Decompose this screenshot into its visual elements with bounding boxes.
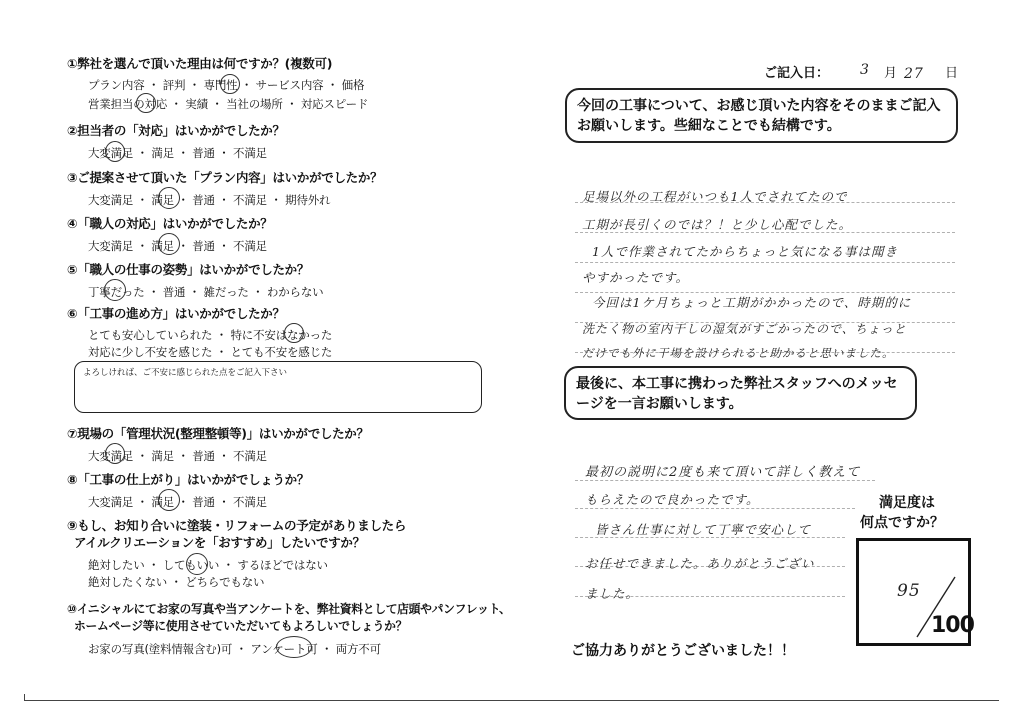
date-month-unit: 月: [884, 66, 898, 81]
question-1-options-line2: 営業担当の対応 ・ 実績 ・ 当社の場所 ・ 対応スピード: [88, 97, 369, 111]
staff-line-1: 最初の説明に2度も来て頂いて詳しく教えて: [585, 465, 861, 480]
score-box: [856, 538, 974, 646]
answer-circle-q4: [158, 233, 180, 255]
staff-line-4: お任せできました。ありがとうございました。: [585, 556, 815, 601]
question-9-title: ⑨もし、お知り合いに塗装・リフォームの予定がありましたら: [67, 518, 407, 533]
impression-line-2: 工期が長引くのでは？！と少し心配でした。: [582, 217, 853, 232]
concern-comment-box: [74, 361, 482, 413]
question-3-title: ③ご提案させて頂いた「プラン内容」はいかがでしたか？: [67, 170, 383, 185]
staff-line-2: もらえたので良かったです。: [585, 492, 760, 507]
question-4-options: 大変満足 ・ 満足 ・ 普通 ・ 不満足: [88, 239, 267, 253]
impression-line-5: 今回は1ケ月ちょっと工期がかかったので、時期的に: [592, 295, 912, 310]
date-day-unit: 日: [945, 66, 959, 81]
answer-circle-q8: [158, 489, 180, 511]
rule-line: [575, 480, 875, 481]
comment-box-label: よろしければ、ご不安に感じられた点をご記入下さい: [83, 368, 288, 378]
impression-line-4: やすかったです。: [582, 270, 690, 285]
impression-line-7: だけでも外に干場を設けられると助かると思いました。: [582, 346, 895, 360]
question-9-title-line2: アイルクリエーションを「おすすめ」したいですか？: [74, 535, 365, 550]
answer-circle-q9: [186, 553, 208, 575]
answer-circle-q3: [158, 187, 180, 209]
answer-circle-q5: [104, 279, 126, 301]
staff-message-heading: 最後に、本工事に携わった弊社スタッフへのメッセージを一言お願いします。: [564, 366, 917, 420]
question-7-options: 大変満足 ・ 満足 ・ 普通 ・ 不満足: [88, 449, 267, 463]
impression-line-3: 1人で作業されてたからちょっと気になる事は聞き: [592, 244, 898, 259]
answer-circle-q7: [105, 443, 125, 464]
answer-circle-q2: [105, 141, 125, 162]
question-1-options-line1: プラン内容 ・ 評判 ・ 専門性 ・ サービス内容 ・ 価格: [88, 78, 365, 92]
question-6-options-line2: 対応に少し不安を感じた ・ とても不安を感じた: [88, 345, 333, 359]
date-label: ご記入日：: [764, 66, 830, 81]
answer-circle-q6: [284, 323, 304, 343]
question-2-title: ②担当者の「対応」はいかがでしたか？: [67, 123, 285, 138]
question-9-options-line1: 絶対したい ・ してもいい ・ するほどではない: [88, 558, 328, 572]
impression-line-1: 足場以外の工程がいつも1人でされてたので: [582, 189, 848, 204]
question-2-options: 大変満足 ・ 満足 ・ 普通 ・ 不満足: [88, 146, 267, 160]
answer-circle-q10: [276, 636, 312, 658]
date-day: 27: [904, 66, 924, 82]
question-9-options-line2: 絶対したくない ・ どちらでもない: [88, 575, 265, 589]
impressions-heading: 今回の工事について、お感じ頂いた内容をそのままご記入お願いします。些細なことでも結構です。: [565, 88, 958, 143]
question-5-options: 丁寧だった ・ 普通 ・ 雑だった ・ わからない: [88, 285, 324, 299]
question-6-options-line1: とても安心していられた ・ 特に不安はなかった: [88, 328, 333, 342]
question-5-title: ⑤「職人の仕事の姿勢」はいかがでしたか？: [67, 262, 310, 277]
question-4-title: ④「職人の対応」はいかがでしたか？: [67, 216, 273, 231]
impression-line-6: 洗たく物の室内干しの湿気がすごかったので、ちょっと: [582, 322, 907, 336]
rule-line: [575, 262, 955, 263]
question-3-options: 大変満足 ・ 満足 ・ 普通 ・ 不満足 ・ 期待外れ: [88, 193, 331, 207]
question-6-title: ⑥「工事の進め方」はいかがでしたか？: [67, 306, 285, 321]
satisfaction-label-1: 満足度は: [879, 495, 935, 511]
question-7-title: ⑦現場の「管理状況(整理整頓等)」はいかがでしたか？: [67, 426, 369, 441]
page-bottom-edge: [24, 700, 999, 701]
satisfaction-label-2: 何点ですか？: [860, 515, 944, 531]
page-bottom-tick: [24, 694, 25, 701]
question-10-options: お家の写真(塗料情報含む)可 ・ アンケート可 ・ 両方不可: [88, 642, 381, 656]
staff-line-3: 皆さん仕事に対して丁寧で安心して: [595, 522, 812, 537]
score-value: 95: [897, 581, 921, 601]
score-max: 100: [931, 613, 974, 638]
question-8-title: ⑧「工事の仕上がり」はいかがでしょうか？: [67, 472, 310, 487]
answer-circle-q1b: [136, 93, 156, 113]
question-10-title: ⑩イニシャルにてお家の写真や当アンケートを、弊社資料として店頭やパンフレット、: [67, 602, 511, 616]
date-month: 3: [860, 62, 870, 78]
question-8-options: 大変満足 ・ 満足 ・ 普通 ・ 不満足: [88, 495, 267, 509]
question-10-title-line2: ホームページ等に使用させていただいてもよろしいでしょうか？: [74, 619, 408, 633]
rule-line: [575, 508, 855, 509]
question-1-title: ①弊社を選んで頂いた理由は何ですか？(複数可): [67, 56, 333, 71]
thanks-message: ご協力ありがとうございました！！: [571, 643, 795, 659]
answer-circle-q1: [220, 74, 240, 94]
